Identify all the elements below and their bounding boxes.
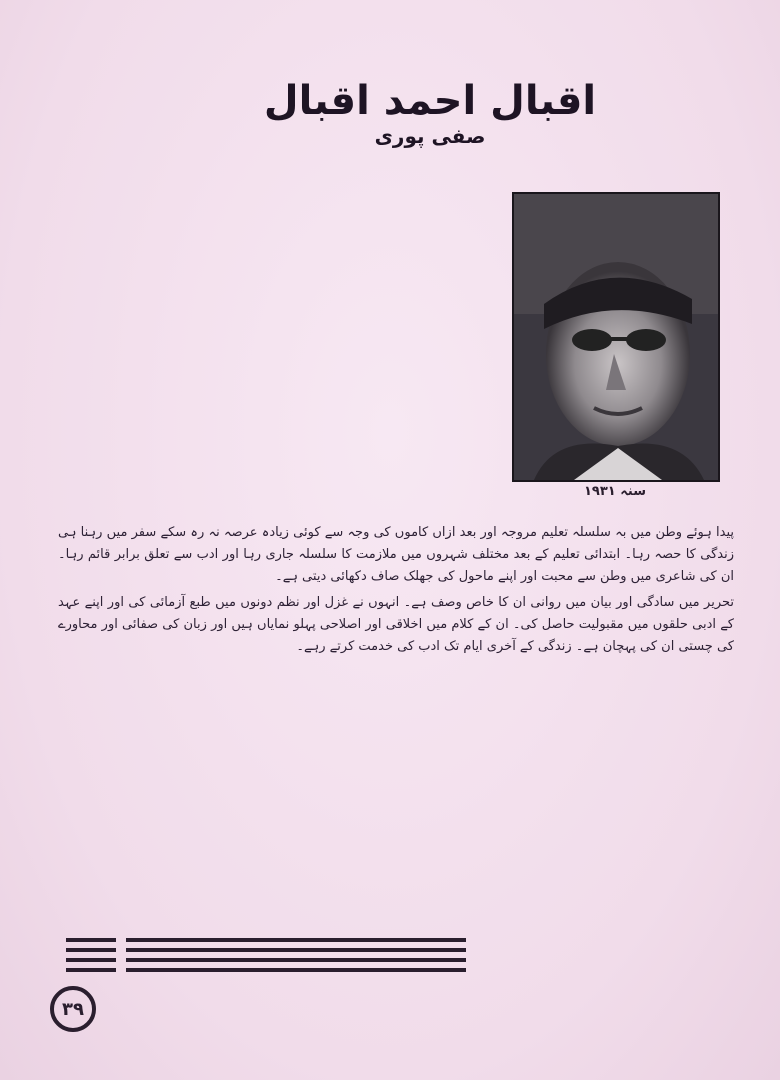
rule-line (66, 958, 116, 962)
rule-line (66, 968, 116, 972)
portrait-caption: سنہ ۱۹۳۱ (584, 484, 646, 499)
article-subtitle: صفی پوری (374, 124, 486, 148)
article-title-block (250, 78, 610, 158)
rule-line (126, 958, 466, 962)
article-paragraph: تحریر میں سادگی اور بیان میں روانی ان کا خاص وصف ہے۔ انہوں نے غزل اور نظم دونوں میں طبع آزمائی کی اور اپنے عہد کے ادبی حلقوں میں مقبولیت حاصل کی۔ ان کے کلام میں اخلاقی اور اصلاحی پہلو نمایاں ہیں اور زبان کی صفائی اور محاورے کی چستی ان کی پہچان ہے۔ زندگی کے آخری ایام تک ادب کی خدمت کرتے رہے۔ (58, 595, 734, 654)
footer-rules (66, 936, 476, 972)
rule-line (126, 938, 466, 942)
article-body (58, 522, 734, 852)
author-portrait (512, 192, 720, 482)
article-paragraph: پیدا ہوئے وطن میں بہ سلسلہ تعلیم مروجہ اور بعد ازاں کاموں کی وجہ سے کوئی زیادہ عرصہ نہ رہ سکے سفر میں رہنا ہی زندگی کا حصہ رہا۔ ابتدائی تعلیم کے بعد مختلف شہروں میں ملازمت کا سلسلہ جاری رہا اور ادب سے تعلق برابر قائم رہا۔ ان کی شاعری میں وطن سے محبت اور اپنے ماحول کی جھلک صاف دکھائی دیتی ہے۔ (58, 525, 734, 584)
rule-line (66, 938, 116, 942)
rule-line (126, 968, 466, 972)
article-title: اقبال احمد اقبال (263, 78, 597, 124)
page-number: ٣٩ (50, 986, 96, 1032)
rule-line (126, 948, 466, 952)
portrait-image (514, 194, 718, 480)
rule-line (66, 948, 116, 952)
